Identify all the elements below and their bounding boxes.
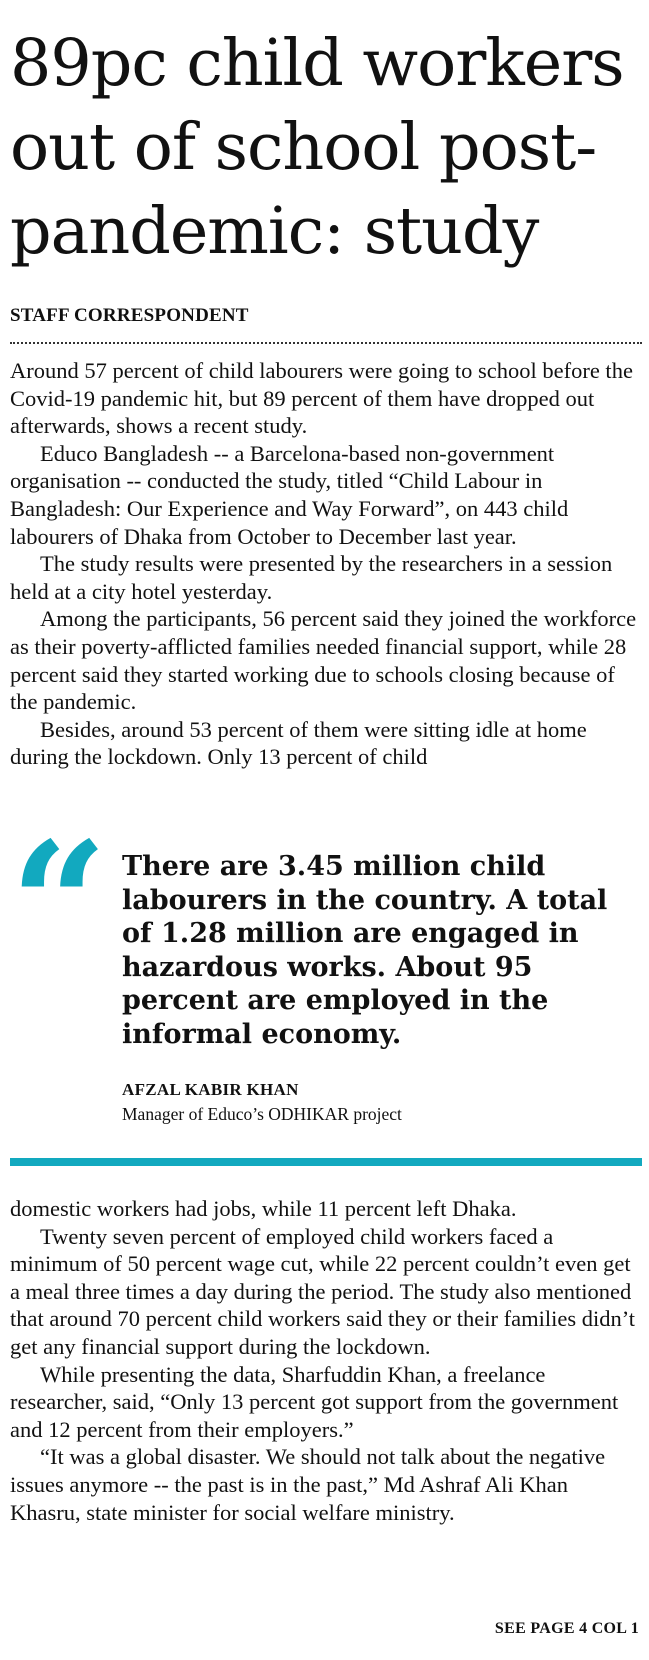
paragraph: The study results were presented by the researchers in a session held at a city hotel yesterday.: [10, 551, 613, 604]
paragraph: Among the participants, 56 percent said they joined the workforce as their poverty-afflicted families needed financial support, while 28 percent said they started working due to schools closing because of the pandemic.: [10, 606, 637, 715]
paragraph: “It was a global disaster. We should not talk about the negative issues anymore -- the past is in the past,” Md Ashraf Ali Khan Khasru, state minister for social welfare ministry.: [10, 1444, 606, 1525]
article-body-top: [10, 357, 642, 827]
byline: STAFF CORRESPONDENT: [10, 305, 249, 326]
quote-mark-icon: “: [10, 805, 108, 1005]
paragraph: domestic workers had jobs, while 11 percent left Dhaka.: [10, 1196, 517, 1221]
paragraph: Twenty seven percent of employed child workers faced a minimum of 50 percent wage cut, while 22 percent couldn’t even get a meal three times a day during the period. The study also mentioned that around 70 percent child workers said they or their families didn’t get any financial support during the lockdown.: [10, 1223, 636, 1359]
paragraph: Around 57 percent of child labourers were going to school before the Covid-19 pandemic hit, but 89 percent of them have dropped out afterwards, shows a recent study.: [10, 358, 633, 439]
paragraph: While presenting the data, Sharfuddin Khan, a freelance researcher, said, “Only 13 percent got support from the government and 12 percent from their employers.”: [10, 1361, 619, 1442]
paragraph: Educo Bangladesh -- a Barcelona-based non-government organisation -- conducted the study, titled “Child Labour in Bangladesh: Our Experience and Way Forward”, on 443 child labourers of Dhaka from October to December last year.: [10, 440, 569, 549]
headline: 89pc child workers out of school post-pandemic: study: [10, 26, 624, 269]
pull-quote-role: Manager of Educo’s ODHIKAR project: [122, 1104, 402, 1124]
pull-quote-text: There are 3.45 million child labourers in the country. A total of 1.28 million are engaged in hazardous works. About 95 percent are employed in the informal economy.: [122, 851, 608, 1050]
pull-quote: [10, 805, 642, 1150]
continued-jump-line: SEE PAGE 4 COL 1: [494, 1620, 639, 1637]
article-body-bottom: [10, 1195, 642, 1526]
pull-quote-author: AFZAL KABIR KHAN: [122, 1080, 299, 1099]
teal-divider: [10, 1158, 642, 1166]
paragraph: Besides, around 53 percent of them were sitting idle at home during the lockdown. Only 13 percent of child: [10, 716, 587, 770]
dotted-divider: [10, 342, 642, 344]
